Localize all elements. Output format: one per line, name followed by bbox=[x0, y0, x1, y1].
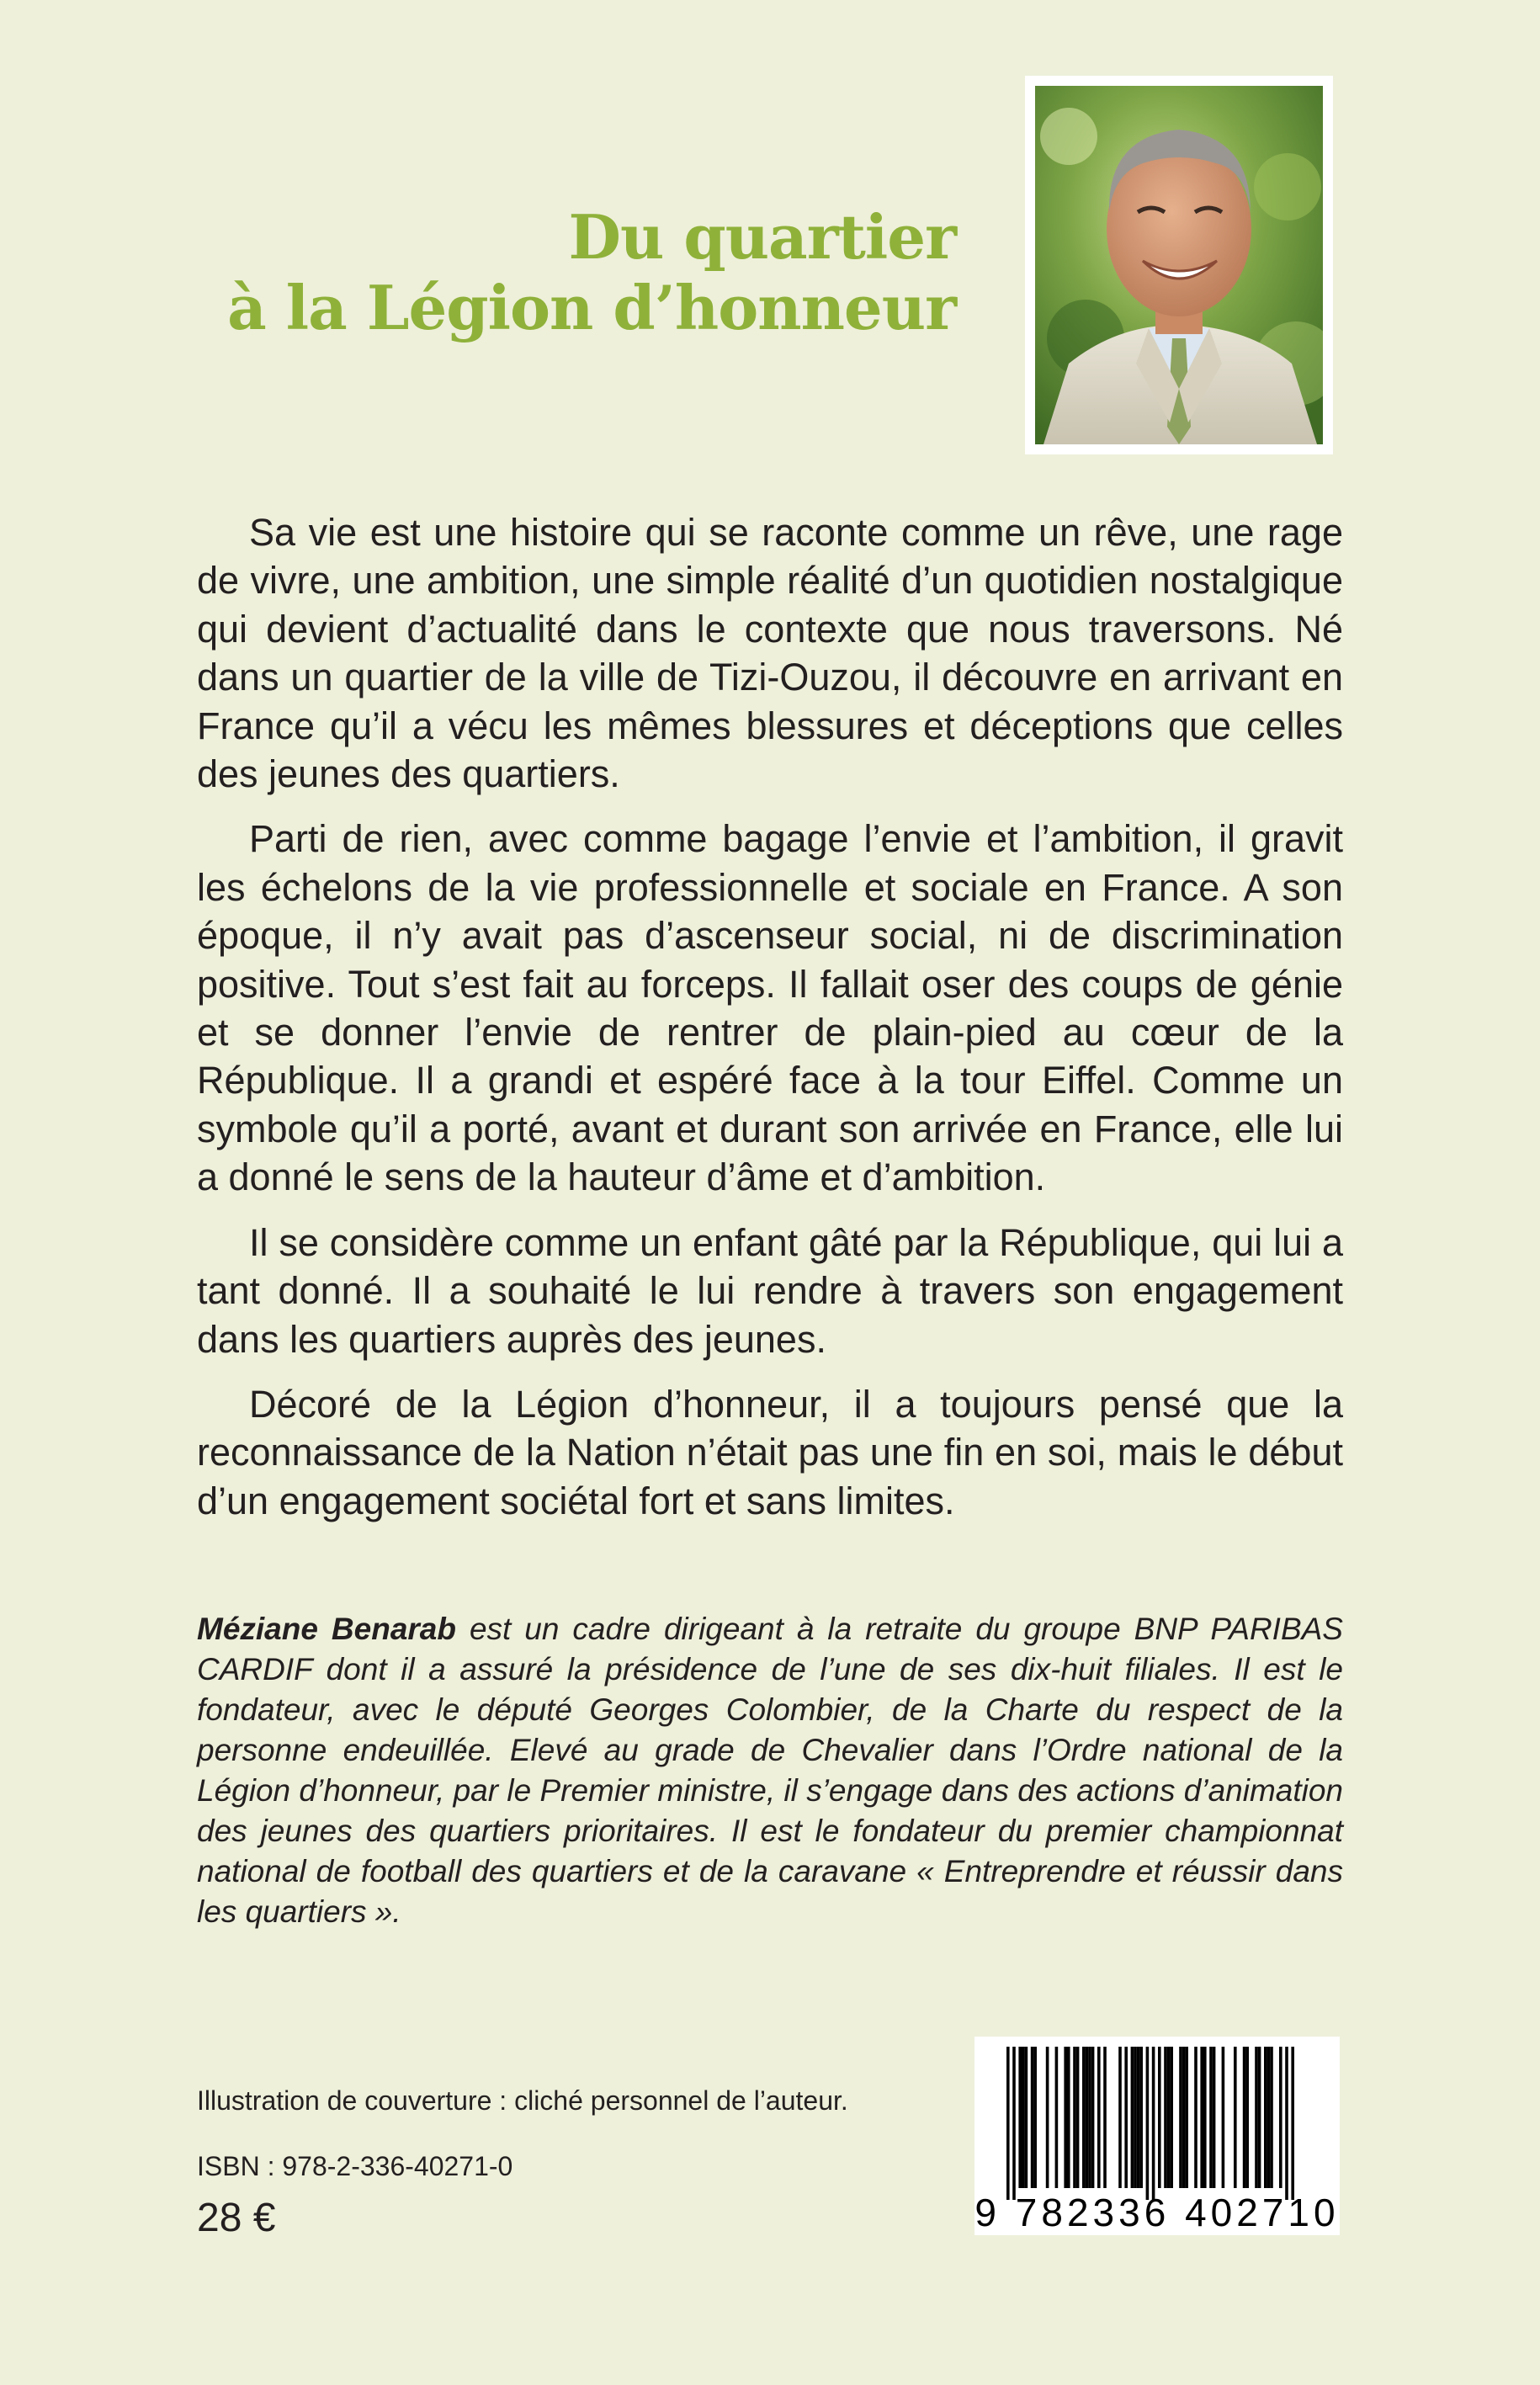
cover-credit: Illustration de couverture : cliché personnel de l’auteur. bbox=[197, 2085, 848, 2116]
barcode-bar bbox=[1194, 2047, 1197, 2188]
barcode-bar bbox=[1064, 2047, 1067, 2188]
author-bio bbox=[197, 1609, 1343, 1932]
barcode-bar bbox=[1245, 2047, 1249, 2188]
barcode-bar bbox=[1285, 2047, 1288, 2200]
barcode-bar bbox=[1167, 2047, 1171, 2188]
barcode-bar bbox=[1164, 2047, 1167, 2188]
barcode-bar bbox=[1022, 2047, 1025, 2188]
barcode-bar bbox=[1025, 2047, 1028, 2188]
barcode-bar bbox=[1267, 2047, 1271, 2188]
barcode-bar bbox=[1055, 2047, 1059, 2188]
barcode-bar bbox=[1012, 2047, 1016, 2200]
barcode-bar bbox=[1158, 2047, 1161, 2188]
barcode-bar bbox=[1179, 2047, 1182, 2188]
barcode-bar bbox=[1046, 2047, 1049, 2188]
barcode-bar bbox=[1182, 2047, 1186, 2188]
barcode-bar bbox=[1006, 2047, 1010, 2200]
barcode-bar bbox=[1103, 2047, 1107, 2188]
barcode-bar bbox=[1139, 2047, 1143, 2188]
barcode-bar bbox=[1170, 2047, 1173, 2188]
barcode-bar bbox=[1131, 2047, 1134, 2188]
barcode-bar bbox=[1185, 2047, 1188, 2188]
barcode-bar bbox=[1234, 2047, 1237, 2188]
barcode-bar bbox=[1200, 2047, 1203, 2188]
barcode-bar bbox=[1146, 2047, 1150, 2200]
barcode-bar bbox=[1124, 2047, 1128, 2188]
title-line-1: Du quartier bbox=[568, 201, 956, 273]
synopsis bbox=[197, 508, 1343, 1542]
barcode-bar bbox=[1209, 2047, 1213, 2188]
barcode-bar bbox=[1134, 2047, 1137, 2188]
barcode-bar bbox=[1073, 2047, 1076, 2188]
author-portrait-icon bbox=[1035, 86, 1323, 444]
barcode-bar bbox=[1152, 2047, 1155, 2200]
barcode-bar bbox=[1213, 2047, 1216, 2188]
author-photo bbox=[1025, 76, 1333, 454]
title-line-2: à la Légion d’honneur bbox=[227, 272, 956, 343]
barcode-bar bbox=[1279, 2047, 1282, 2188]
barcode-bar bbox=[1203, 2047, 1207, 2188]
barcode-bar bbox=[1091, 2047, 1095, 2188]
author-name: Méziane Benarab bbox=[197, 1612, 456, 1646]
barcode-bar bbox=[1264, 2047, 1267, 2188]
synopsis-paragraph: Il se considère comme un enfant gâté par la République, qui lui a tant donné. Il a souhaité le lui rendre à travers son engagement dans les quartiers auprès des jeunes. bbox=[197, 1220, 1343, 1361]
synopsis-paragraph: Parti de rien, avec comme bagage l’envie et l’ambition, il gravit les échelons de la vie professionnelle et sociale en France. A son époque, il n’y avait pas d’ascenseur social, ni de discrimination positive. Tout s’est fait au forceps. Il fallait oser des coups de génie et se donner l’envie de rentrer de plain-pied au cœur de la République. Il a grandi et espéré face à la tour Eiffel. Comme un symbole qu’il a porté, avant et durant son arrivée en France, elle lui a donné le sens de la hauteur d’âme et d’ambition. bbox=[197, 817, 1343, 1199]
barcode-bar bbox=[1082, 2047, 1086, 2188]
barcode-bar bbox=[1258, 2047, 1261, 2188]
barcode-bar bbox=[1086, 2047, 1089, 2188]
barcode-bar bbox=[1088, 2047, 1091, 2188]
isbn: ISBN : 978-2-336-40271-0 bbox=[197, 2151, 513, 2181]
barcode-bar bbox=[1137, 2047, 1140, 2188]
barcode-bar bbox=[1118, 2047, 1122, 2188]
barcode-bar bbox=[1018, 2047, 1022, 2188]
barcode-bar bbox=[1255, 2047, 1258, 2188]
barcode-bar bbox=[1031, 2047, 1034, 2188]
synopsis-paragraph: Sa vie est une histoire qui se raconte comme un rêve, une rage de vivre, une ambition, une simple réalité d’un quotidien nostalgique qui devient d’actualité dans le contexte que nous traversons. Né dans un quartier de la ville de Tizi-Ouzou, il découvre en arrivant en France qu’il a vécu les mêmes blessures et déceptions que celles des jeunes des quartiers. bbox=[197, 511, 1343, 796]
barcode-bar bbox=[1270, 2047, 1273, 2188]
barcode-bar bbox=[1076, 2047, 1080, 2188]
barcode-bar bbox=[1291, 2047, 1294, 2200]
barcode-bar bbox=[1067, 2047, 1070, 2188]
barcode-digits: 9 782336 402710 bbox=[974, 2191, 1340, 2234]
barcode-bar bbox=[1033, 2047, 1037, 2188]
barcode bbox=[974, 2037, 1340, 2235]
synopsis-paragraph: Décoré de la Légion d’honneur, il a toujours pensé que la reconnaissance de la Nation n’était pas une fin en soi, mais le début d’un engagement sociétal fort et sans limites. bbox=[197, 1382, 1343, 1522]
author-bio-text: est un cadre dirigeant à la retraite du groupe BNP PARIBAS CARDIF dont il a assuré la présidence de l’une de ses dix-huit filiales. Il est le fondateur, avec le député Georges Colombier, de la Charte du respect de la personne endeuillée. Elevé au grade de Chevalier dans l’Ordre national de la Légion d’honneur, par le Premier ministre, il s’engage dans des actions d’animation des jeunes des quartiers prioritaires. Il est le fondateur du premier championnat national de football des quartiers et de la caravane « Entreprendre et réussir dans les quartiers ». bbox=[197, 1612, 1343, 1929]
price: 28 € bbox=[197, 2196, 276, 2240]
barcode-bar bbox=[1097, 2047, 1101, 2188]
barcode-bar bbox=[1222, 2047, 1225, 2188]
barcode-bar bbox=[1243, 2047, 1246, 2188]
book-title bbox=[227, 202, 956, 343]
